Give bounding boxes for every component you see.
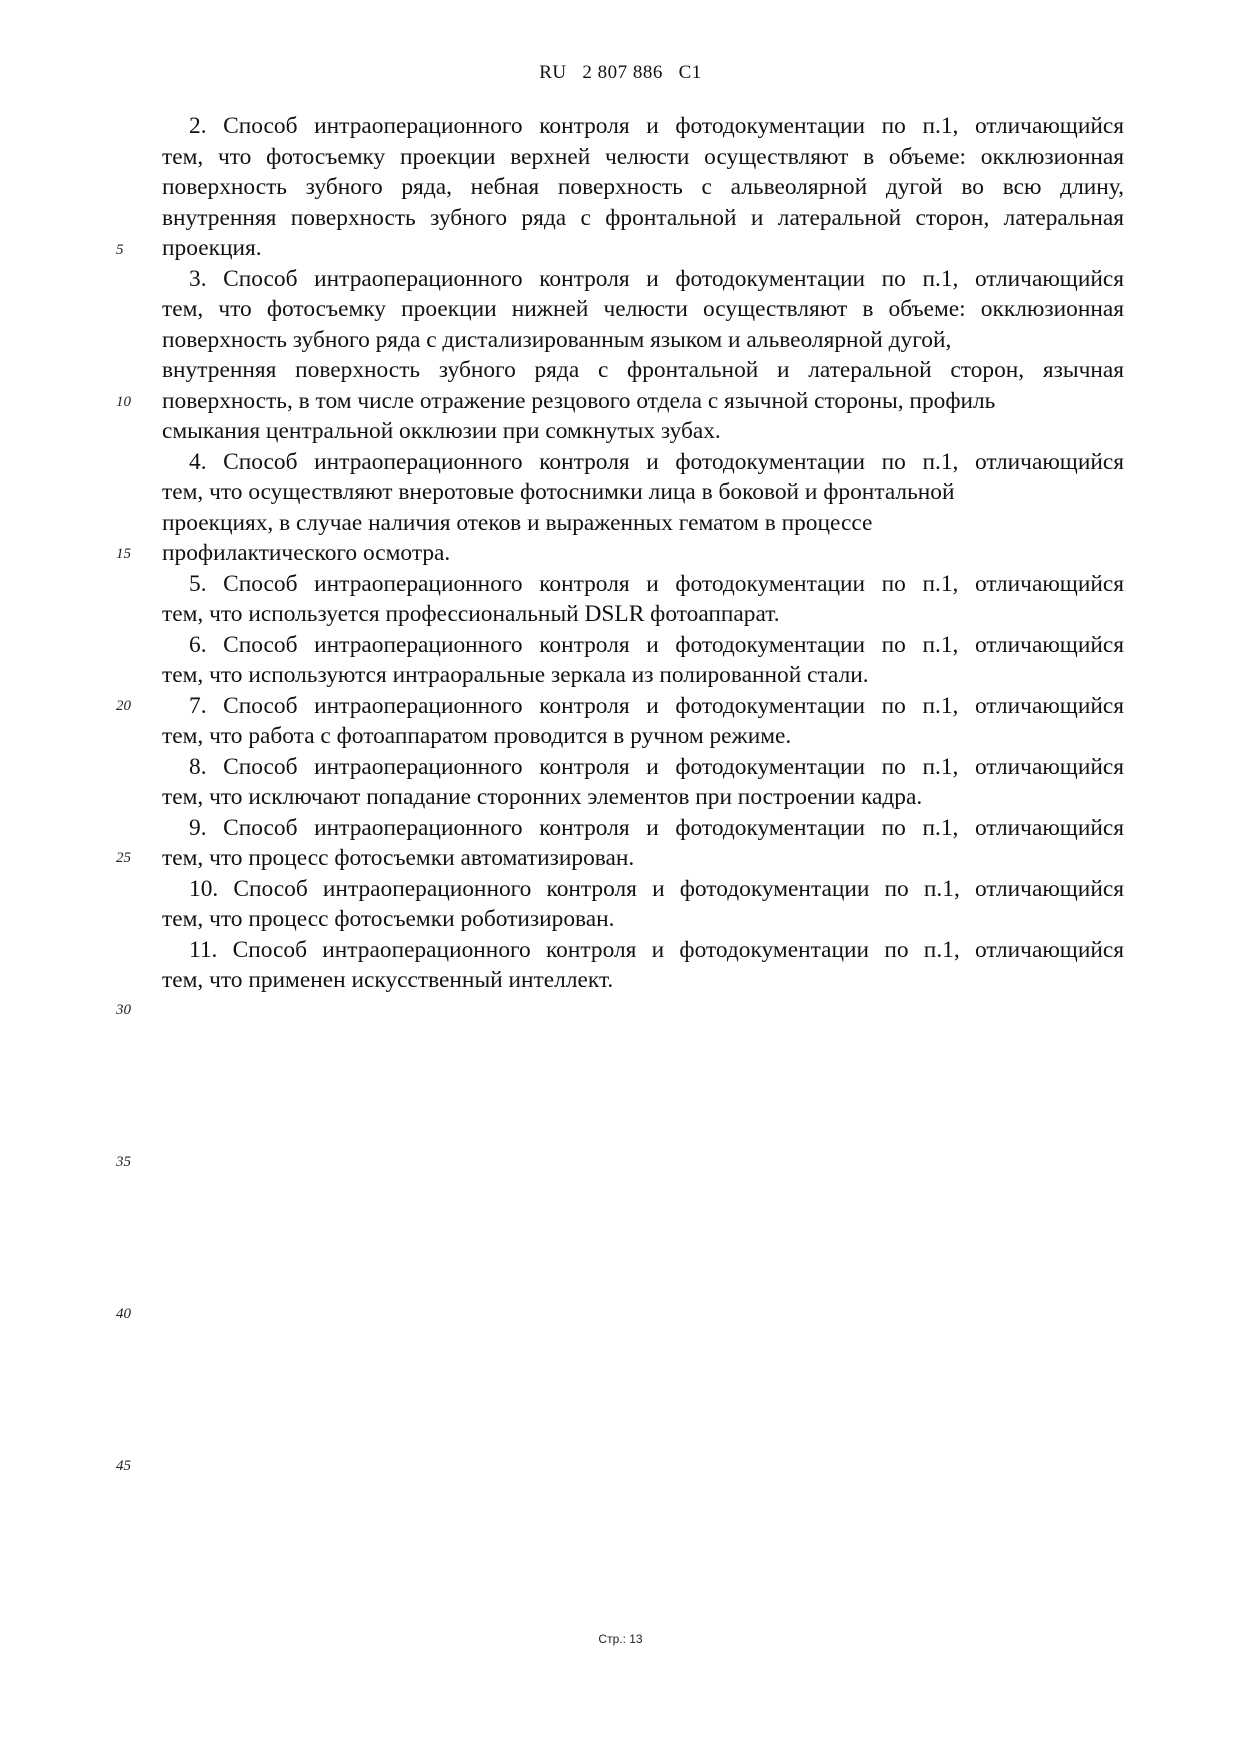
claim-11-line-1: 11. Способ интраоперационного контроля и фотодокументации по п.1, отличающийся [189,936,1124,963]
claim-5-line-2: тем, что используется профессиональный DSLR фотоаппарат. [162,601,780,627]
claim-3-line-4: внутренняя поверхность зубного ряда с фронтальной и латеральной сторон, язычная [162,357,1124,383]
claim-4-line-2: тем, что осуществляют внеротовые фотоснимки лица в боковой и фронтальной [162,479,955,505]
claim-7-line-1: 7. Способ интраоперационного контроля и фотодокументации по п.1, отличающийся [189,692,1124,719]
claim-9-line-1: 9. Способ интраоперационного контроля и фотодокументации по п.1, отличающийся [189,814,1124,841]
claim-3-line-6: смыкания центральной окклюзии при сомкнутых зубах. [162,418,721,444]
claims-text [162,111,1124,996]
claim-8-line-1: 8. Способ интраоперационного контроля и фотодокументации по п.1, отличающийся [189,753,1124,780]
line-number-40: 40 [116,1306,131,1322]
line-number-15: 15 [116,546,131,562]
claim-2-line-5: проекция. [162,235,262,261]
claim-2-line-2: тем, что фотосъемку проекции верхней челюсти осуществляют в объеме: окклюзионная [162,143,1124,170]
claim-2-line-1: 2. Способ интраоперационного контроля и фотодокументации по п.1, отличающийся [189,113,1124,139]
claim-2-line-4: внутренняя поверхность зубного ряда с фронтальной и латеральной сторон, латеральная [162,204,1124,231]
claim-3-line-5: поверхность, в том числе отражение резцового отдела с язычной стороны, профиль [162,387,996,414]
line-number-30: 30 [116,1002,131,1018]
claim-10-line-1: 10. Способ интраоперационного контроля и фотодокументации по п.1, отличающийся [189,875,1124,902]
line-number-10: 10 [116,394,131,410]
claim-7-line-2: тем, что работа с фотоаппаратом проводится в ручном режиме. [162,723,792,749]
claim-4-line-4: профилактического осмотра. [162,540,451,566]
patent-number-header [0,62,1241,84]
claim-6-line-1: 6. Способ интраоперационного контроля и фотодокументации по п.1, отличающийся [189,631,1124,658]
claim-3-line-2: тем, что фотосъемку проекции нижней челюсти осуществляют в объеме: окклюзионная [162,296,1124,322]
claim-4-line-3: проекциях, в случае наличия отеков и выраженных гематом в процессе [162,509,873,536]
claim-5-line-1: 5. Способ интраоперационного контроля и фотодокументации по п.1, отличающийся [189,570,1124,597]
line-number-25: 25 [116,850,131,866]
claim-2-line-3: поверхность зубного ряда, небная поверхность с альвеолярной дугой во всю длину, [162,174,1124,200]
claim-9-line-2: тем, что процесс фотосъемки автоматизирован. [162,845,635,871]
claim-10-line-2: тем, что процесс фотосъемки роботизирован. [162,906,615,932]
claim-6-line-2: тем, что используются интраоральные зеркала из полированной стали. [162,662,869,688]
page-footer [0,1632,1241,1646]
line-number-45: 45 [116,1458,131,1474]
claim-8-line-2: тем, что исключают попадание сторонних элементов при построении кадра. [162,784,923,810]
line-number-5: 5 [116,242,124,258]
line-number-20: 20 [116,698,131,714]
patent-number: RU 2 807 886 C1 [539,62,702,83]
page-number: Стр.: 13 [598,1632,643,1646]
claim-3-line-3: поверхность зубного ряда с дистализированным языком и альвеолярной дугой, [162,326,952,353]
claim-11-line-2: тем, что применен искусственный интеллект. [162,967,614,993]
claim-4-line-1: 4. Способ интраоперационного контроля и фотодокументации по п.1, отличающийся [189,448,1124,475]
claim-3-line-1: 3. Способ интраоперационного контроля и фотодокументации по п.1, отличающийся [189,265,1124,292]
line-number-35: 35 [116,1154,131,1170]
